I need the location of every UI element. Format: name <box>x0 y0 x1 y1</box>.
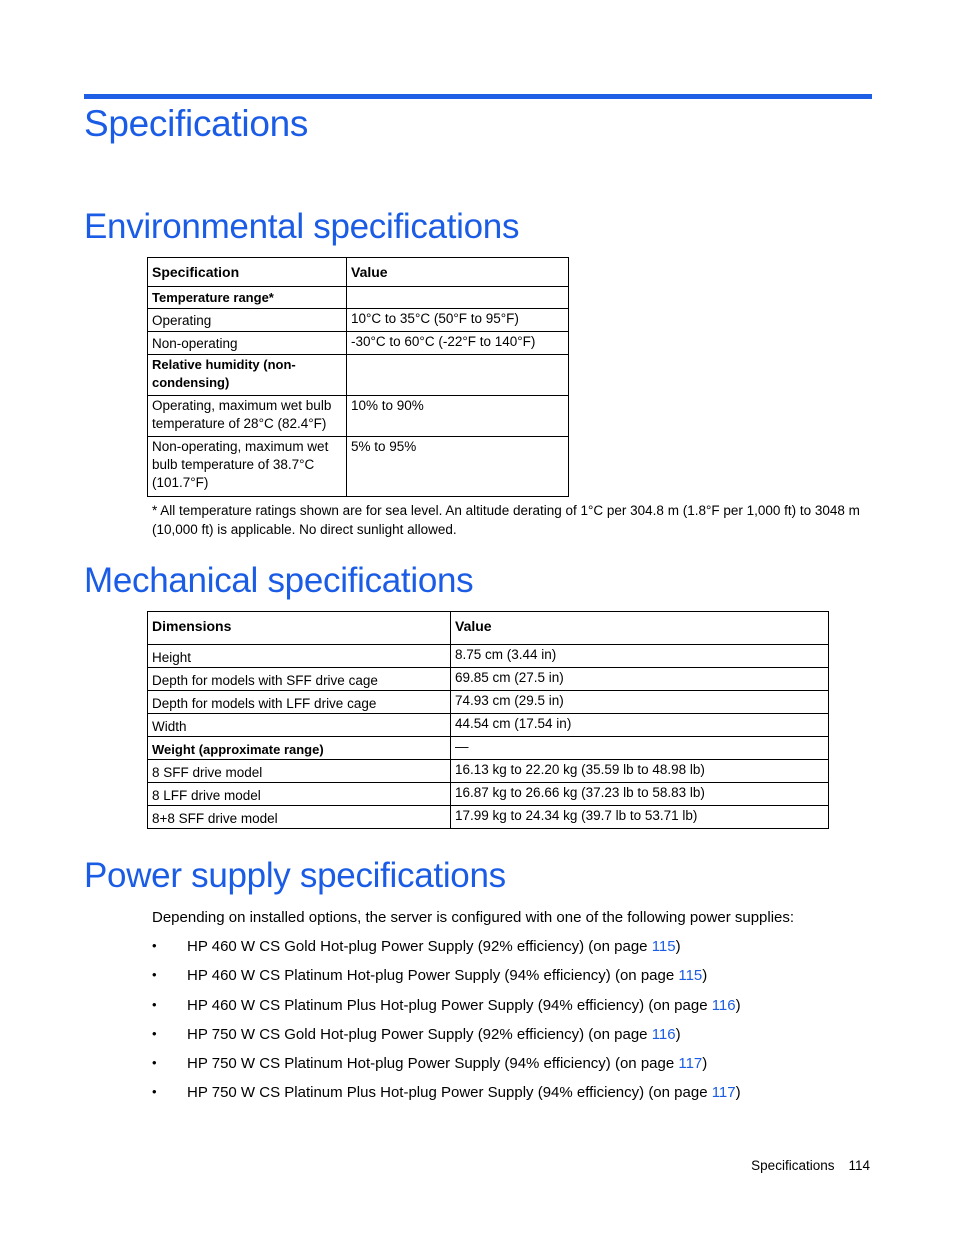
mech-dimension-cell: Depth for models with LFF drive cage <box>148 691 451 714</box>
env-value-cell: 10°C to 35°C (50°F to 95°F) <box>347 309 569 332</box>
power-supply-name: HP 750 W CS Platinum Hot-plug Power Supply (94% efficiency) (on page <box>187 1055 679 1073</box>
mech-value-cell: 74.93 cm (29.5 in) <box>451 691 829 714</box>
close-paren: ) <box>702 1055 708 1073</box>
page-number: 114 <box>848 1158 870 1173</box>
mech-dimension-cell: Weight (approximate range) <box>148 737 451 760</box>
env-col-spec: Specification <box>148 258 347 287</box>
env-value-cell <box>347 355 569 396</box>
bullet-icon: • <box>152 996 157 1012</box>
env-spec-cell: Temperature range* <box>148 287 347 309</box>
table-row <box>148 668 829 691</box>
mech-dimension-cell: 8+8 SFF drive model <box>148 806 451 829</box>
list-item <box>152 1055 741 1084</box>
list-item <box>152 967 741 996</box>
power-supply-name: HP 460 W CS Platinum Hot-plug Power Supply (94% efficiency) (on page <box>187 967 679 985</box>
table-row <box>148 760 829 783</box>
close-paren: ) <box>675 1025 681 1043</box>
top-rule <box>84 94 872 99</box>
bullet-icon: • <box>152 938 157 953</box>
list-item <box>152 938 741 967</box>
list-item <box>152 997 741 1026</box>
power-supply-name: HP 750 W CS Platinum Plus Hot-plug Power Supply (94% efficiency) (on page <box>187 1084 712 1102</box>
table-row <box>148 396 569 437</box>
page-link[interactable]: 117 <box>711 1084 736 1102</box>
env-spec-cell: Non-operating <box>148 332 347 355</box>
table-row <box>148 737 829 760</box>
power-supply-name: HP 460 W CS Platinum Plus Hot-plug Power Supply (94% efficiency) (on page <box>187 996 712 1014</box>
env-col-value: Value <box>347 258 569 287</box>
power-intro: Depending on installed options, the server is configured with one of the following power supplies: <box>152 909 795 926</box>
page-title: Specifications <box>84 103 309 144</box>
mech-col-value: Value <box>451 612 829 645</box>
mech-value-cell: 8.75 cm (3.44 in) <box>451 645 829 668</box>
footer-section: Specifications <box>751 1158 835 1173</box>
env-spec-cell: Non-operating, maximum wet bulb temperature of 38.7°C (101.7°F) <box>148 437 347 497</box>
env-spec-cell: Relative humidity (non-condensing) <box>148 355 347 396</box>
close-paren: ) <box>675 938 681 955</box>
page-link[interactable]: 116 <box>711 996 736 1014</box>
mechanical-table <box>147 611 829 829</box>
power-supply-name: HP 750 W CS Gold Hot-plug Power Supply (92% efficiency) (on page <box>187 1025 652 1043</box>
table-row <box>148 806 829 829</box>
list-item <box>152 1026 741 1055</box>
bullet-icon: • <box>152 1025 157 1041</box>
close-paren: ) <box>735 996 741 1014</box>
env-value-cell: 5% to 95% <box>347 437 569 497</box>
table-row <box>148 287 569 309</box>
env-value-cell <box>347 287 569 309</box>
environmental-footnote: * All temperature ratings shown are for sea level. An altitude derating of 1°C per 304.8 m (1.8°F per 1,000 ft) to 3048 m (10,000 ft) is applicable. No direct sunlight allowed. <box>152 503 860 537</box>
mech-value-cell: 69.85 cm (27.5 in) <box>451 668 829 691</box>
env-spec-cell: Operating <box>148 309 347 332</box>
mechanical-heading: Mechanical specifications <box>84 561 474 600</box>
page-footer <box>751 1158 870 1173</box>
mech-dimension-cell: Depth for models with SFF drive cage <box>148 668 451 691</box>
environmental-table-body <box>148 287 569 497</box>
power-heading: Power supply specifications <box>84 856 506 895</box>
env-value-cell: -30°C to 60°C (-22°F to 140°F) <box>347 332 569 355</box>
bullet-icon: • <box>152 1084 157 1100</box>
bullet-icon: • <box>152 967 157 983</box>
page-link[interactable]: 116 <box>651 1025 676 1043</box>
table-row <box>148 437 569 497</box>
page-link[interactable]: 115 <box>651 938 676 955</box>
table-row <box>148 691 829 714</box>
mech-dimension-cell: 8 SFF drive model <box>148 760 451 783</box>
list-item <box>152 1084 741 1113</box>
page-link[interactable]: 115 <box>678 967 703 985</box>
table-row <box>148 714 829 737</box>
table-row <box>148 645 829 668</box>
env-value-cell: 10% to 90% <box>347 396 569 437</box>
bullet-icon: • <box>152 1055 157 1071</box>
mech-value-cell: 17.99 kg to 24.34 kg (39.7 lb to 53.71 lb) <box>451 806 829 829</box>
mechanical-table-body <box>148 645 829 829</box>
table-row <box>148 309 569 332</box>
close-paren: ) <box>702 967 708 985</box>
power-supply-list <box>152 938 741 1114</box>
mech-value-cell: — <box>451 737 829 760</box>
table-row <box>148 332 569 355</box>
close-paren: ) <box>735 1084 741 1102</box>
power-supply-name: HP 460 W CS Gold Hot-plug Power Supply (92% efficiency) (on page <box>187 938 652 955</box>
table-row <box>148 355 569 396</box>
env-spec-cell: Operating, maximum wet bulb temperature of 28°C (82.4°F) <box>148 396 347 437</box>
page-link[interactable]: 117 <box>678 1055 703 1073</box>
mech-value-cell: 44.54 cm (17.54 in) <box>451 714 829 737</box>
mech-col-dimensions: Dimensions <box>148 612 451 645</box>
mech-dimension-cell: Height <box>148 645 451 668</box>
mech-dimension-cell: Width <box>148 714 451 737</box>
table-row <box>148 783 829 806</box>
environmental-heading: Environmental specifications <box>84 207 520 246</box>
mech-dimension-cell: 8 LFF drive model <box>148 783 451 806</box>
mech-value-cell: 16.13 kg to 22.20 kg (35.59 lb to 48.98 lb) <box>451 760 829 783</box>
mech-value-cell: 16.87 kg to 26.66 kg (37.23 lb to 58.83 lb) <box>451 783 829 806</box>
environmental-table <box>147 257 569 497</box>
